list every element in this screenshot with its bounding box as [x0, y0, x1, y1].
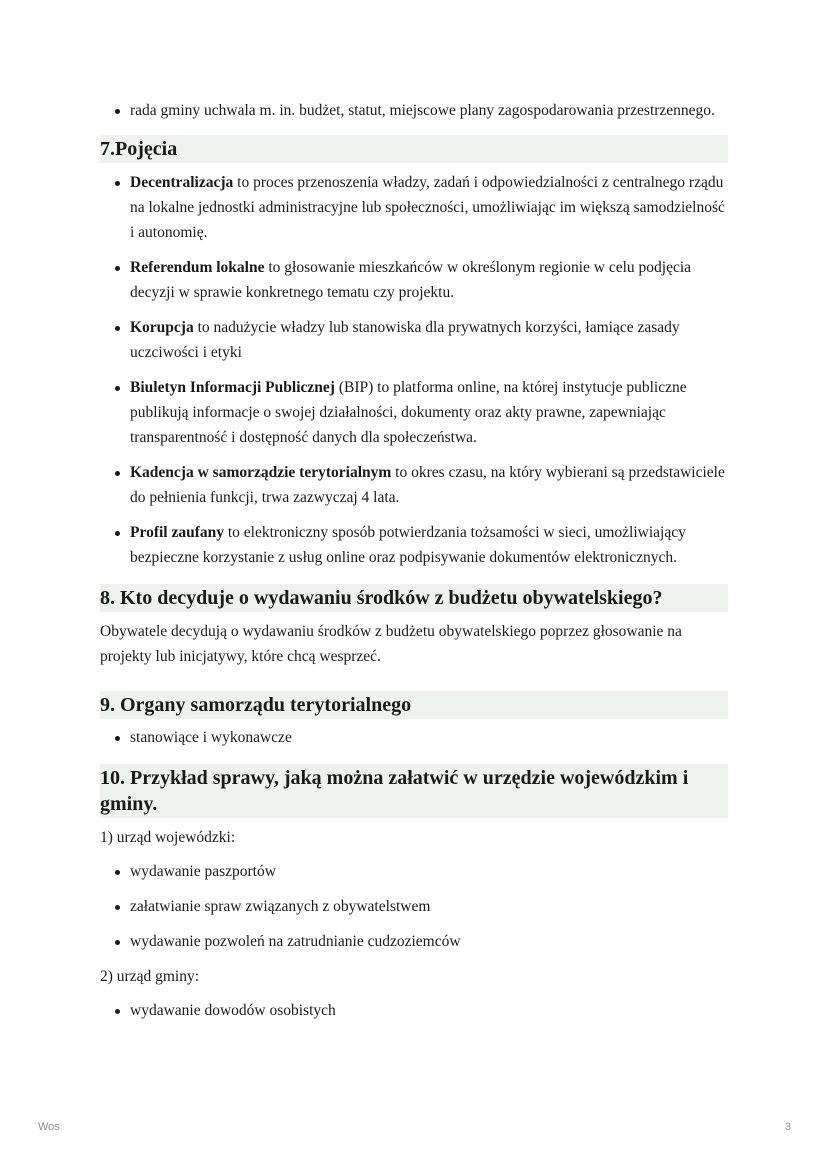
- section-9-heading: 9. Organy samorządu terytorialnego: [100, 691, 728, 719]
- voivodeship-office-list: [100, 859, 728, 954]
- list-item: wydawanie pozwoleń na zatrudnianie cudzoziemców: [130, 929, 728, 954]
- section-8-heading: 8. Kto decyduje o wydawaniu środków z budżetu obywatelskiego?: [100, 584, 728, 612]
- definition-text: to głosowanie mieszkańców w określonym regionie w celu podjęcia decyzji w sprawie konkretnego tematu czy projektu.: [130, 259, 692, 301]
- definition-item: [130, 315, 728, 365]
- list-item: wydawanie paszportów: [130, 859, 728, 884]
- document-page: [100, 98, 728, 1033]
- list-item: stanowiące i wykonawcze: [130, 725, 728, 750]
- organs-list: [100, 725, 728, 750]
- subsection-label: 2) urząd gminy:: [100, 968, 200, 985]
- definition-text: to okres czasu, na który wybierani są przedstawiciele do pełnienia funkcji, trwa zazwyczaj 4 lata.: [130, 464, 725, 506]
- section-10-heading: 10. Przykład sprawy, jaką można załatwić w urzędzie wojewódzkim i gminy.: [100, 764, 728, 818]
- definition-term: Biuletyn Informacji Publicznej: [130, 379, 335, 396]
- definition-item: [130, 460, 728, 510]
- definition-item: [130, 375, 728, 450]
- list-item: załatwianie spraw związanych z obywatelstwem: [130, 894, 728, 919]
- page-number: 3: [784, 1121, 791, 1133]
- definition-term: Kadencja w samorządzie terytorialnym: [130, 464, 392, 481]
- section-8-paragraph: Obywatele decydują o wydawaniu środków z budżetu obywatelskiego poprzez głosowanie na projekty lub inicjatywy, które chcą wesprzeć.: [100, 623, 682, 665]
- subsection-label: 1) urząd wojewódzki:: [100, 829, 236, 846]
- section-7-heading: 7.Pojęcia: [100, 135, 728, 163]
- definition-text: to nadużycie władzy lub stanowiska dla prywatnych korzyści, łamiące zasady uczciwości i etyki: [130, 319, 680, 361]
- definition-term: Decentralizacja: [130, 174, 234, 191]
- definition-term: Profil zaufany: [130, 524, 224, 541]
- list-item: rada gminy uchwala m. in. budżet, statut, miejscowe plany zagospodarowania przestrzennego.: [130, 98, 728, 123]
- footer-title: Wos: [38, 1121, 60, 1133]
- intro-list: [100, 98, 728, 123]
- list-item: wydawanie dowodów osobistych: [130, 998, 728, 1023]
- definition-item: [130, 170, 728, 245]
- definition-item: [130, 255, 728, 305]
- definition-text: (BIP) to platforma online, na której instytucje publiczne publikują informacje o swojej działalności, dokumenty oraz akty prawne, zapewniając transparentność i dostępność danych dla społeczeństwa.: [130, 379, 687, 446]
- definition-term: Korupcja: [130, 319, 194, 336]
- definition-term: Referendum lokalne: [130, 259, 265, 276]
- definition-text: to elektroniczny sposób potwierdzania tożsamości w sieci, umożliwiający bezpieczne korzystanie z usług online oraz podpisywanie dokumentów elektronicznych.: [130, 524, 686, 566]
- definitions-list: [100, 170, 728, 570]
- definition-text: to proces przenoszenia władzy, zadań i odpowiedzialności z centralnego rządu na lokalne jednostki administracyjne lub społeczności, umożliwiając im większą samodzielność i autonomię.: [130, 174, 725, 241]
- municipal-office-list: [100, 998, 728, 1023]
- definition-item: [130, 520, 728, 570]
